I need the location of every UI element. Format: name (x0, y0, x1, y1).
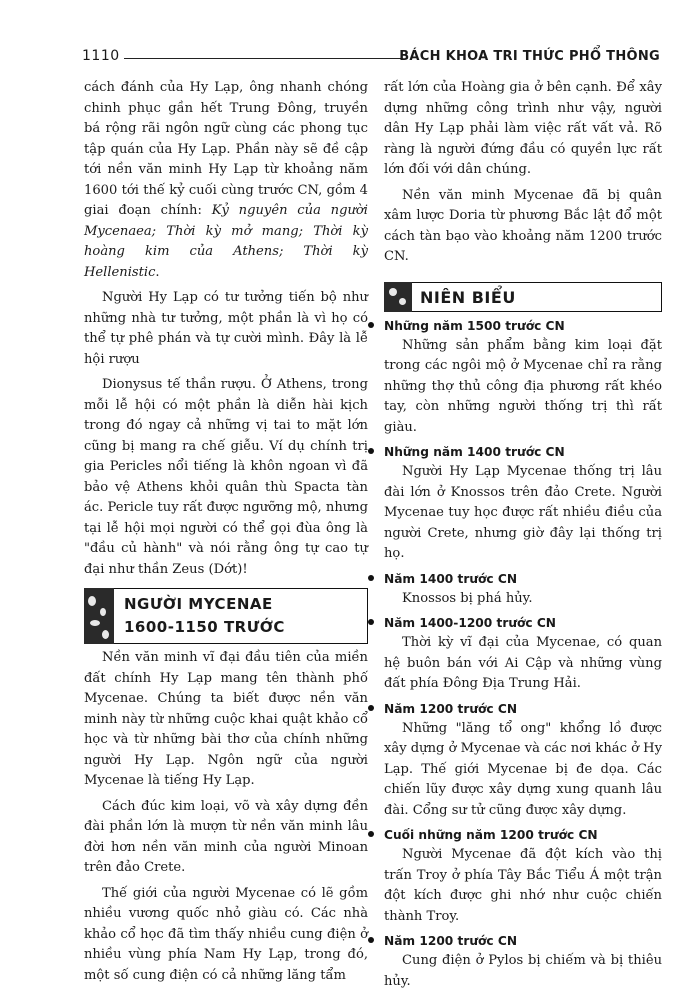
timeline-entry (384, 931, 662, 992)
paragraph (84, 78, 368, 283)
timeline-entry (384, 613, 662, 695)
bullet-icon (368, 448, 374, 454)
section-title-line-1: NGƯỜI MYCENAE (124, 595, 273, 613)
italic-periods: Kỷ nguyên của người Mycenaea; Thời kỳ mở mang; Thời kỳ hoàng kim của Athens; Thời kỳ Hellenistic (84, 203, 368, 280)
bullet-icon (368, 322, 374, 328)
timeline-entry (384, 825, 662, 927)
bullet-icon (368, 619, 374, 625)
paragraph: Dionysus tế thần rượu. Ở Athens, trong mỗi lễ hội có một phần là diễn hài kịch trong đó ngay cả những vị tai to mặt lớn cũng bị mang ra chế giễu. Ví dụ chính trị gia Pericles nổi tiếng là khôn ngoan vì đã bảo vệ Athens khỏi quân thù Spacta tàn ác. Pericle tuy rất được ngưỡng mộ, nhưng tại lễ hội mọi người có thể gọi đùa ông là "đầu củ hành" và nói rằng ông tự cao tự đại như thần Zeus (Dớt)! (84, 377, 368, 577)
section-heading-illustration (84, 588, 114, 644)
timeline-heading-illustration (384, 282, 412, 312)
paragraph: Người Hy Lạp có tư tưởng tiến bộ như những nhà tư tưởng, một phần là vì họ có thể tự phê phán và tự cười mình. Đây là lễ hội rượu (84, 290, 368, 367)
paragraph: Nền văn minh Mycenae đã bị quân xâm lược Doria từ phương Bắc lật đổ một cách tàn bạo vào khoảng năm 1200 trước CN. (384, 187, 662, 264)
section-title-line-2: 1600-1150 TRƯỚC (124, 618, 285, 636)
timeline-text: Những "lăng tổ ong" khổng lồ được xây dựng ở Mycenae và các nơi khác ở Hy Lạp. Thế giới Mycenae bị đe dọa. Các chiến lũy được xây dựng xung quanh lâu đài. Cổng sư tử cũng được xây dựng. (384, 720, 662, 818)
paragraph: Nền văn minh vĩ đại đầu tiên của miền đất chính Hy Lạp mang tên thành phố Mycenae. Chúng ta biết được nền văn minh này từ những cuộc khai quật khảo cổ học và từ những bài thơ của chính những người Hy Lạp. Ngôn ngữ của người Mycenae là tiếng Hy Lạp. (84, 650, 368, 788)
timeline-date: Năm 1400-1200 trước CN (384, 616, 557, 630)
timeline-heading (384, 282, 662, 312)
running-header (82, 44, 660, 66)
timeline-entry (384, 316, 662, 439)
timeline-heading-text (412, 282, 662, 312)
timeline-date: Năm 1200 trước CN (384, 701, 518, 716)
header-rule (124, 58, 402, 59)
section-heading-text (114, 588, 368, 644)
timeline-date: Những năm 1400 trước CN (384, 445, 565, 459)
timeline-text: Người Hy Lạp Mycenae thống trị lâu đài lớn ở Knossos trên đảo Crete. Người Mycenae tuy học được rất nhiều điều của người Crete, nhưng giờ đây lại thống trị họ. (384, 464, 662, 561)
paragraph: Cách đúc kim loại, võ và xây dựng đền đài phần lớn là mượn từ nền văn minh lâu đời hơn nền văn minh của người Minoan trên đảo Crete. (84, 798, 368, 875)
left-column (84, 78, 368, 986)
paragraph-text: . (155, 264, 160, 280)
timeline-date: Năm 1200 trước CN (384, 934, 518, 948)
timeline-entry (384, 442, 662, 565)
timeline-date: Năm 1400 trước CN (384, 571, 518, 586)
bullet-icon (368, 575, 374, 581)
right-column (384, 78, 662, 992)
page-number: 1110 (82, 48, 120, 64)
timeline-date: Cuối những năm 1200 trước CN (384, 828, 598, 842)
timeline-text: Knossos bị phá hủy. (402, 590, 533, 606)
timeline-entry (384, 569, 662, 610)
section-heading-mycenae (84, 588, 368, 644)
paragraph: rất lớn của Hoàng gia ở bên cạnh. Để xây dựng những công trình như vậy, người dân Hy Lạp phải làm việc rất vất vả. Rõ ràng là người đứng đầu có quyền lực rất lớn đối với dân chúng. (384, 80, 662, 177)
bullet-icon (368, 831, 374, 837)
timeline-entry (384, 699, 662, 822)
timeline-text: Cung điện ở Pylos bị chiếm và bị thiêu hủy. (384, 953, 662, 989)
paragraph: Thế giới của người Mycenae có lẽ gồm nhiều vương quốc nhỏ giàu có. Các nhà khảo cổ học đã tìm thấy nhiều cung điện ở nhiều vùng phía Nam Hy Lạp, trong đó, một số cung điện có cả những lăng tẩm (84, 885, 368, 983)
timeline-date: Những năm 1500 trước CN (384, 318, 565, 333)
bullet-icon (368, 937, 374, 943)
timeline-text: Thời kỳ vĩ đại của Mycenae, có quan hệ buôn bán với Ai Cập và những vùng đất phía Đông Địa Trung Hải. (384, 635, 662, 691)
timeline-text: Những sản phẩm bằng kim loại đặt trong các ngôi mộ ở Mycenae chỉ ra rằng những thợ thủ công địa phương rất khéo tay, còn những người thống trị thì rất giàu. (384, 337, 662, 435)
paragraph-text: cách đánh của Hy Lạp, ông nhanh chóng chinh phục gần hết Trung Đông, truyền bá rộng rãi ngôn ngữ cùng các phong tục tập quán của Hy Lạp. Phần này sẽ đề cập tới nền văn minh Hy Lạp từ khoảng năm 1600 tới thế kỷ cuối cùng trước CN, gồm 4 giai đoạn chính: (84, 80, 368, 218)
timeline-title: NIÊN BIỂU (420, 287, 516, 307)
running-title: BÁCH KHOA TRI THỨC PHỔ THÔNG (399, 49, 660, 64)
timeline-text: Người Mycenae đã đột kích vào thị trấn Troy ở phía Tây Bắc Tiểu Á một trận đột kích được ghi nhớ như cuộc chiến thành Troy. (384, 847, 662, 924)
bullet-icon (368, 705, 374, 711)
